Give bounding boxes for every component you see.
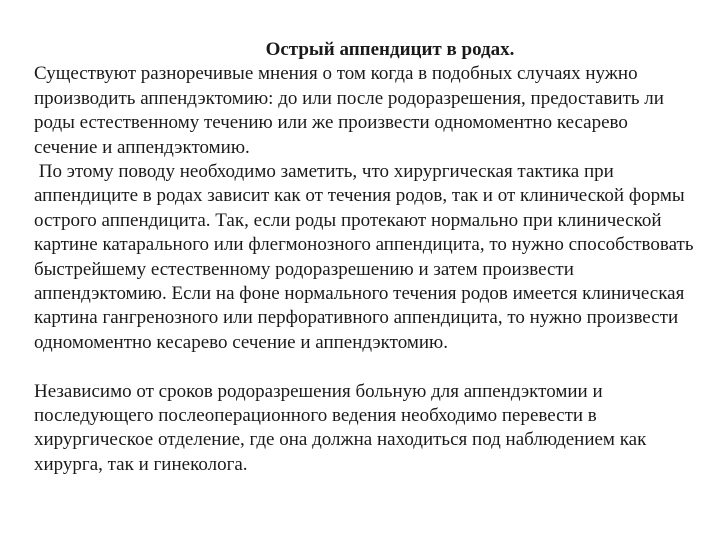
text-block xyxy=(34,38,699,477)
paragraph-gap xyxy=(34,355,694,379)
paragraph-2: По этому поводу необходимо заметить, что хирургическая тактика при аппендиците в родах зависит как от течения родов, так и от клинической формы острого аппендицита. Так, если роды протекают нормально при клинической картине катарального или флегмонозного аппендицита, то нужно способствовать быстрейшему естественному родоразрешению и затем произвести аппендэктомию. Если на фоне нормального течения родов имеется клиническая картина гангренозного или перфоративного аппендицита, то нужно произвести одномоментно кесарево сечение и аппендэктомию. xyxy=(34,161,699,353)
paragraph-1: Существуют разноречивые мнения о том когда в подобных случаях нужно производить аппендэктомию: до или после родоразрешения, предоставить ли роды естественному течению или же произвести одномоментно кесарево сечение и аппендэктомию. xyxy=(34,63,669,158)
document-title: Острый аппендицит в родах. xyxy=(265,39,515,60)
paragraph-3: Независимо от сроков родоразрешения больную для аппендэктомии и последующего послеоперационного ведения необходимо перевести в хирургическое отделение, где она должна находиться под наблюдением как хирурга, так и гинеколога. xyxy=(34,380,652,475)
